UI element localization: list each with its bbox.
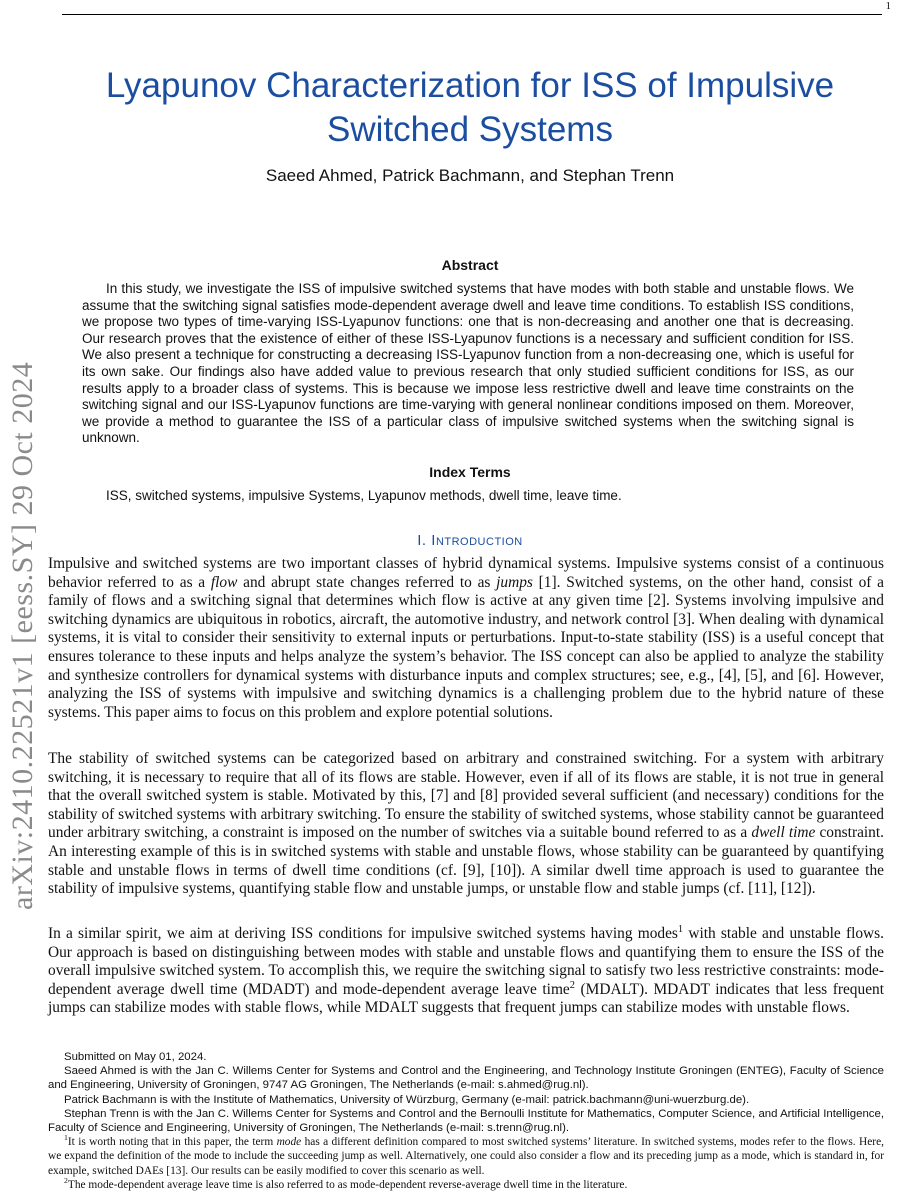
index-terms-heading: Index Terms xyxy=(429,464,511,480)
p2-dwell-term: dwell time xyxy=(751,824,816,842)
p2-text-b: constraint. An interesting example of this is in switched systems with stable and unstable flows, whose stability can be guaranteed by quantifying stable and unstable flows in terms of dwell time conditions (cf. [9], [10]). A similar dwell time approach is used to guarantee the stability of impulsive systems, quantifying stable flow and unstable jumps, or unstable flow and stable jumps (cf. [11], [12]). xyxy=(48,824,885,898)
p3-text-a: In a similar spirit, we aim at deriving ISS conditions for impulsive switched systems having modes xyxy=(48,925,678,942)
p2-text-a: The stability of switched systems can be categorized based on arbitrary and constrained switching. For a system with arbitrary switching, it is necessary to require that all of its flows are stable. However, even if all of its flows are stable, it is not true in general that the overall switched system is stable. Motivated by this, [7] and [8] provided several sufficient (and necessary) conditions for the stability of switched systems with arbitrary switching. To ensure the stability of switched systems, whose stability cannot be guaranteed under arbitrary switching, a constraint is imposed on the number of switches via a suitable bound referred to as a xyxy=(48,750,884,842)
footnote-1-text-a: It is worth noting that in this paper, the term xyxy=(67,1136,277,1149)
abstract-heading: Abstract xyxy=(441,257,499,273)
footnote-bachmann: Patrick Bachmann is with the Institute of Mathematics, University of Würzburg, Germany (e-mail: patrick.bachmann@uni-wuerzburg.de). xyxy=(64,1093,750,1106)
section-title: Introduction xyxy=(431,532,523,549)
footnote-1-mode-term: mode xyxy=(276,1136,302,1149)
footnotes xyxy=(48,1050,884,1192)
footnote-ahmed: Saeed Ahmed is with the Jan C. Willems Center for Systems and Control and the Engineering, and Technology Institute Groningen (ENTEG), Faculty of Science and Engineering, University of Groningen, 9747 AG Groningen, The Netherlands (e-mail: s.ahmed@rug.nl). xyxy=(48,1065,884,1092)
abstract-text: In this study, we investigate the ISS of impulsive switched systems that have modes with both stable and unstable flows. We assume that the switching signal satisfies mode-dependent average dwell and leave time conditions. To establish ISS conditions, we propose two types of time-varying ISS-Lyapunov functions: one that is non-decreasing and another one that is decreasing. Our research proves that the existence of either of these ISS-Lyapunov functions is a necessary and sufficient condition for ISS. We also present a technique for constructing a decreasing ISS-Lyapunov function from a non-decreasing one, which is useful for its own sake. Our findings also have added value to previous research that only studied sufficient conditions for ISS, as our results apply to a broader class of systems. This is because we impose less restrictive dwell and leave time constraints on the switching signal and our ISS-Lyapunov functions are time-varying with general nonlinear conditions imposed on them. Moreover, we provide a method to guarantee the ISS of a particular class of impulsive switched systems when the switching signal is unknown. xyxy=(82,281,854,446)
p3-text-c: (MDALT). MDADT indicates that less frequent jumps can stabilize modes with stable flows, while MDALT suggests that frequent jumps can stabilize modes with unstable flows. xyxy=(48,980,885,1017)
footnote-ref-1[interactable]: 1 xyxy=(677,923,684,935)
footnote-submitted: Submitted on May 01, 2024. xyxy=(64,1051,207,1063)
p1-text-c: [1]. Switched systems, on the other hand, consist of a family of flows and a switching signal that determines which flow is active at any given time [2]. Systems involving impulsive and switching dynamics are ubiquitous in robotics, aircraft, the automotive industry, and network control [3]. When dealing with dynamical systems, it is vital to consider their sensitivity to external inputs or perturbations. Input-to-state stability (ISS) is a useful concept that ensures tolerance to these inputs and helps analyze the system’s behavior. The ISS concept can also be applied to analyze the stability and synthesize controllers for dynamical systems with disturbance inputs and complex structures; see, e.g., [4], [5], and [6]. However, analyzing the ISS of systems with impulsive and switching dynamics is a challenging problem due to the hybrid nature of these systems. This paper aims to focus on this problem and explore potential solutions. xyxy=(48,573,884,721)
authors: Saeed Ahmed, Patrick Bachmann, and Stephan Trenn xyxy=(265,166,675,185)
title-line-1: Lyapunov Characterization for ISS of Impulsive xyxy=(105,66,835,105)
footnote-ref-2[interactable]: 2 xyxy=(569,979,575,991)
intro-paragraph-2 xyxy=(48,750,884,899)
p1-jumps-term: jumps xyxy=(496,573,533,591)
footnote-1-mark: 1 xyxy=(64,1133,68,1143)
footnote-2-mark: 2 xyxy=(64,1176,68,1186)
section-heading xyxy=(40,532,897,549)
intro-paragraph-1 xyxy=(48,555,884,722)
intro-paragraph-3 xyxy=(48,925,884,1018)
footnote-1 xyxy=(48,1135,884,1178)
p1-flow-term: flow xyxy=(210,573,238,591)
header-rule xyxy=(62,14,882,15)
p3-text-b: with stable and unstable flows. Our approach is based on distinguishing between modes with stable and unstable flows and quantifying them to ensure the ISS of the overall impulsive switched system. To accomplish this, we require the switching signal to satisfy two less restrictive constraints: mode-dependent average dwell time (MDADT) and mode-dependent average leave time xyxy=(48,925,885,998)
section-number: I. xyxy=(417,532,427,549)
footnote-1-text-b: has a different definition compared to most switched systems’ literature. In switched systems, modes refer to the flows. Here, we expand the definition of the mode to include the succeeding jump as well. Alternatively, one could also consider a flow and its preceding jump as a mode, which is standard in, for example, switched DAEs [13]. Our results can be easily modified to cover this scenario as well. xyxy=(48,1136,884,1177)
p1-text-a: Impulsive and switched systems are two important classes of hybrid dynamical systems. Impulsive systems consist of a continuous behavior referred to as a xyxy=(48,555,884,591)
footnote-2 xyxy=(48,1178,884,1192)
arxiv-stamp: arXiv:2410.22521v1 [eess.SY] 29 Oct 2024 xyxy=(6,361,39,910)
page-number: 1 xyxy=(885,0,891,12)
p1-text-b: and abrupt state changes referred to as xyxy=(237,573,497,591)
index-terms: ISS, switched systems, impulsive Systems, Lyapunov methods, dwell time, leave time. xyxy=(106,488,622,503)
footnote-trenn: Stephan Trenn is with the Jan C. Willems Center for Systems and Control and the Bernoulli Institute for Mathematics, Computer Science, and Artificial Intelligence, Faculty of Science and Engineering, University of Groningen, The Netherlands (e-mail: s.trenn@rug.nl). xyxy=(48,1107,884,1135)
paper-title xyxy=(40,64,897,152)
footnote-2-text: The mode-dependent average leave time is also referred to as mode-dependent reverse-average dwell time in the literature. xyxy=(67,1178,628,1191)
title-line-2: Switched Systems xyxy=(327,110,613,149)
